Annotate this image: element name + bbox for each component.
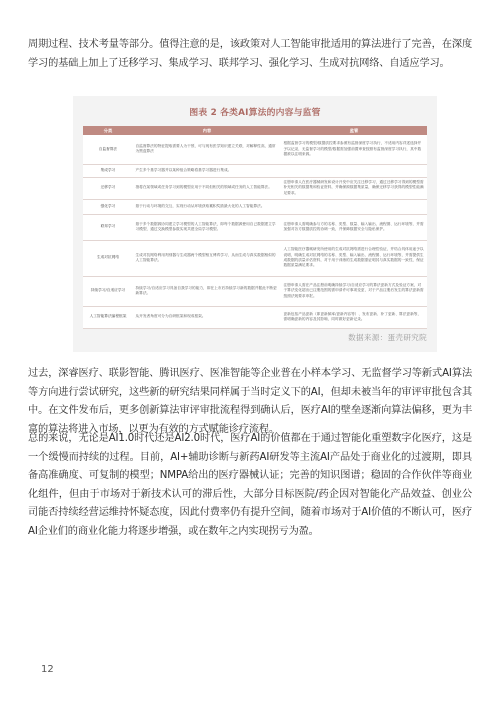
cell-content: 基于多个数据源协同建立学习模型的人工智能算法，即每个数据源使用自己数据建立学习模型，通过交换模型参数实现共建全局学习模型。 (133, 214, 281, 240)
cell-content: 指将在某领域或任务学习到的模型应用于不同但相关的领域或任务的人工智能算法。 (133, 177, 281, 199)
table-row (83, 199, 427, 214)
algorithm-table (83, 126, 427, 329)
cell-regulation: 注册申请人需明确参与方的名称、类型、数量、输入输出、流程图、运行环境等，并需加强对各方数据质控的协调一致，并保障数据安全与隐私保护。 (281, 214, 427, 240)
cell-regulation: 人工智能医疗器械研发所使用的生成对抗网络需进行合理性验证，并结合具体用途予以说明，明确生成对抗网络的名称、类型、输入输出、流程图、运行环境等，并需提供生成数据的质量评估资料，对于用于训练的生成数据需证明其与真实数据的一致性，保证数据质量满足要求。 (281, 240, 427, 276)
cell-category: 强化学习 (83, 199, 133, 214)
table-row (83, 135, 427, 164)
cell-regulation (281, 164, 427, 177)
cell-content: 产生多个基学习器并以某种组合策略将基学习器进行集成。 (133, 164, 281, 177)
paragraph-intro: 周期过程、技术考量等部分。值得注意的是，该政策对人工智能审批适用的算法进行了完善，在深度学习的基础上加上了迁移学习、集成学习、联邦学习、强化学习、生成对抗网络、自适应学习。 (28, 39, 472, 69)
figure-title: 图表 2 各类AI算法的内容与监管 (189, 108, 321, 118)
page-number: 12 (41, 664, 54, 675)
cell-regulation: 根据监督学习的模型/数据质控要求参照有监督深度学习执行，不适用内容详述选择并予以记录，无监督学习的模型/数据需加强前置审查按照有监督深度学习执行，其中数据被以注明来源。 (281, 135, 427, 164)
cell-content: 基于行动与环境的交互，实现行动从环境获取累积奖励最大化的人工智能算法。 (133, 199, 281, 214)
cell-category: 自监督算法 (83, 135, 133, 164)
paragraph-summary: 总的来说，无论是AI1.0时代还是AI2.0时代，医疗AI的价值都在于通过智能化重塑数字化医疗，这是一个缓慢而持续的过程。目前，AI+辅助诊断与新药AI研发等主流AI产品处于商业化的过渡期，即具备高准确度、可复制的模型；NMPA给出的医疗器械认证；完善的知识图谱；稳固的合作伙伴等商业化组件，但由于市场对于新技术认可的滞后性，大部分目标医院/药企因对智能化产品效益、创业公司能否持续经营运维持怀疑态度，因此付费率仍有提升空间，随着市场对于AI价值的不断认可，医疗AI企业们的商业化能力将逐步增强，或在数年之内实现拐亏为盈。 (28, 433, 472, 537)
figure-ai-algorithm-table (73, 96, 437, 352)
cell-category: 持续学习/自适应学习 (83, 276, 133, 306)
cell-regulation: 更新包括产品更新（即更新频率/更新内容等）、发布更新、补丁更新、算法更新等，需明确更新的内容及其影响，同时做好更新记录。 (281, 306, 427, 328)
cell-category: 集成学习 (83, 164, 133, 177)
header-regulation: 监管 (281, 126, 427, 135)
table-row (83, 276, 427, 306)
table-row (83, 214, 427, 240)
data-source-caption: 数据来源：蛋壳研究院 (348, 333, 427, 342)
cell-category: 迁移学习 (83, 177, 133, 199)
table-row (83, 306, 427, 328)
table-row (83, 164, 427, 177)
cell-category: 生成对抗网络 (83, 240, 133, 276)
cell-content: 自监督算法的特征提取需要人为干预，可与现有医学知识建立关联，对解释性高，通常为黑盒算法 (133, 135, 281, 164)
cell-regulation: 注册申请人需在产品注册前明确持续学习/自适应学习的算法更新方式及验证方案，对于算法变化超出已注册范围的需申请许可事项变更，对于产品注册后发生的算法更新需按照法规要求申报。 (281, 276, 427, 306)
paragraph-research: 过去，深睿医疗、联影智能、腾讯医疗、医准智能等企业普在小样本学习、无监督学习等新式AI算法等方向进行尝试研究，这些新的研究结果同样属于当时定义下的AI，但却未被当年的审评审批包含其中。在文件发布后，更多创新算法审评审批流程得到确认后，医疗AI的壁垒逐渐向算法偏移，更为丰富的算法将进入市场，以更为有效的方式赋能诊疗流程。 (28, 368, 472, 435)
header-content: 内容 (133, 126, 281, 135)
table-header-row (83, 126, 427, 135)
header-category: 分类 (83, 126, 133, 135)
cell-content: 持续学习/自适应学习具备自我学习的能力，即在上市后持续学习新的数据并据此不断更新算法。 (133, 276, 281, 306)
cell-content: 生成对抗网络利用判别器与生成器两个模型相互博弈学习，从而生成与真实数据相似的人工智能算法。 (133, 240, 281, 276)
cell-regulation (281, 199, 427, 214)
cell-regulation: 注册申请人在医疗器械研发和设计开发中应关注迁移学习，通过迁移学习得到的模型需补充相关的数据集和验证资料，并确保源数据集质量，确保迁移学习获得的模型性能满足要求。 (281, 177, 427, 199)
table-row (83, 177, 427, 199)
table-row (83, 240, 427, 276)
cell-content: 从开发者角度可分为自研框架和现成框架。 (133, 306, 281, 328)
cell-category: 联邦学习 (83, 214, 133, 240)
cell-category: 人工智能算法编程框架 (83, 306, 133, 328)
